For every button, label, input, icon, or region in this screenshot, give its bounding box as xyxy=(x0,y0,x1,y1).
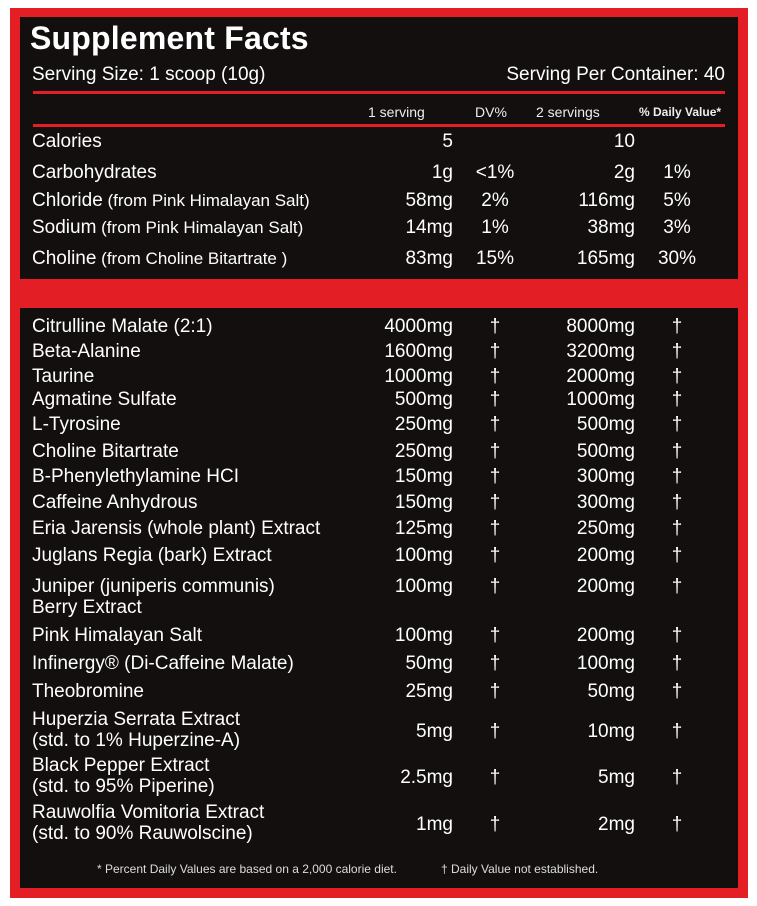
amount-two-servings: 1000mg xyxy=(566,389,635,410)
daily-value-two: † xyxy=(671,814,683,835)
amount-one-serving: 2.5mg xyxy=(400,767,453,788)
amount-two-servings: 2mg xyxy=(598,814,635,835)
daily-value-one: † xyxy=(489,814,501,835)
servings-per-container: Serving Per Container: 40 xyxy=(506,64,725,85)
daily-value-two: 5% xyxy=(663,190,691,211)
daily-value-two: † xyxy=(671,466,683,487)
daily-value-one: † xyxy=(489,492,501,513)
nutrient-name xyxy=(32,162,157,184)
daily-value-two: † xyxy=(671,316,683,337)
ingredient-name: Agmatine Sulfate xyxy=(32,389,177,410)
daily-value-one: † xyxy=(489,625,501,646)
amount-one-serving: 50mg xyxy=(405,653,453,674)
daily-value-one: † xyxy=(489,576,501,597)
amount-one-serving: 150mg xyxy=(394,466,453,487)
daily-value-one: † xyxy=(489,441,501,462)
daily-value-two: † xyxy=(671,625,683,646)
header-two-servings: 2 servings xyxy=(536,104,600,120)
ingredient-row xyxy=(0,681,757,705)
amount-two-servings: 10mg xyxy=(587,721,635,742)
daily-value-one: 2% xyxy=(481,190,509,211)
ingredient-row xyxy=(0,441,757,465)
nutrient-row xyxy=(0,248,757,272)
ingredient-row xyxy=(0,653,757,677)
daily-value-two: 30% xyxy=(657,248,697,269)
amount-two-servings: 8000mg xyxy=(566,316,635,337)
ingredient-row xyxy=(0,625,757,649)
ingredient-row xyxy=(0,492,757,516)
ingredient-name: Choline Bitartrate xyxy=(32,441,179,462)
ingredient-name: Juglans Regia (bark) Extract xyxy=(32,545,272,566)
ingredient-name: Caffeine Anhydrous xyxy=(32,492,198,513)
amount-two-servings: 10 xyxy=(613,131,635,152)
serving-size: Serving Size: 1 scoop (10g) xyxy=(32,64,266,85)
ingredient-name: Eria Jarensis (whole plant) Extract xyxy=(32,518,321,539)
amount-two-servings: 116mg xyxy=(578,190,635,211)
ingredient-name: Black Pepper Extract xyxy=(32,755,210,776)
daily-value-one: † xyxy=(489,653,501,674)
daily-value-two: † xyxy=(671,492,683,513)
ingredient-name: Citrulline Malate (2:1) xyxy=(32,316,213,337)
daily-value-one: † xyxy=(489,316,501,337)
ingredient-name-line2: (std. to 90% Rauwolscine) xyxy=(32,823,253,844)
amount-two-servings: 2g xyxy=(613,162,635,183)
daily-value-two: † xyxy=(671,721,683,742)
ingredient-name-line2: Berry Extract xyxy=(32,597,142,618)
daily-value-two: † xyxy=(671,767,683,788)
daily-value-two: † xyxy=(671,681,683,702)
nutrient-name xyxy=(32,217,303,239)
daily-value-one: † xyxy=(489,545,501,566)
daily-value-two: † xyxy=(671,576,683,597)
daily-value-two: † xyxy=(671,441,683,462)
amount-one-serving: 250mg xyxy=(394,414,453,435)
daily-value-one: † xyxy=(489,721,501,742)
nutrient-name-main: Sodium xyxy=(32,217,97,238)
amount-two-servings: 250mg xyxy=(576,518,635,539)
daily-value-two: † xyxy=(671,518,683,539)
nutrient-row xyxy=(0,162,757,186)
ingredient-row xyxy=(0,709,757,755)
daily-value-one: † xyxy=(489,414,501,435)
amount-one-serving: 14mg xyxy=(405,217,453,238)
nutrient-name xyxy=(32,131,102,153)
amount-one-serving: 1mg xyxy=(416,814,453,835)
nutrient-source: (from Choline Bitartrate ) xyxy=(96,249,288,268)
nutrient-name xyxy=(32,248,287,270)
daily-value-two: † xyxy=(671,341,683,362)
ingredient-row xyxy=(0,316,757,340)
ingredient-row xyxy=(0,341,757,365)
header-dv: DV% xyxy=(475,104,507,120)
amount-one-serving: 1g xyxy=(431,162,453,183)
ingredient-name-line2: (std. to 1% Huperzine-A) xyxy=(32,730,241,751)
daily-value-one: † xyxy=(489,681,501,702)
amount-two-servings: 200mg xyxy=(576,625,635,646)
ingredient-name: L-Tyrosine xyxy=(32,414,121,435)
ingredient-name: Theobromine xyxy=(32,681,144,702)
nutrient-name-main: Choline xyxy=(32,248,97,269)
daily-value-one: † xyxy=(489,389,501,410)
daily-value-two: 1% xyxy=(663,162,691,183)
ingredient-row xyxy=(0,518,757,542)
ingredient-name: Taurine xyxy=(32,366,95,387)
amount-one-serving: 100mg xyxy=(394,625,453,646)
header-one-serving: 1 serving xyxy=(368,104,425,120)
amount-two-servings: 2000mg xyxy=(566,366,635,387)
daily-value-two: † xyxy=(671,366,683,387)
amount-one-serving: 125mg xyxy=(394,518,453,539)
ingredient-name: Beta-Alanine xyxy=(32,341,141,362)
amount-one-serving: 150mg xyxy=(394,492,453,513)
amount-one-serving: 1600mg xyxy=(384,341,453,362)
amount-one-serving: 58mg xyxy=(405,190,453,211)
ingredient-name: Juniper (juniperis communis) xyxy=(32,576,275,597)
header-daily-value: % Daily Value* xyxy=(639,105,722,119)
daily-value-one: † xyxy=(489,366,501,387)
ingredient-row xyxy=(0,366,757,390)
column-divider xyxy=(33,124,725,127)
daily-value-two: † xyxy=(671,389,683,410)
daily-value-one: † xyxy=(489,466,501,487)
label-title: Supplement Facts xyxy=(30,20,309,56)
amount-one-serving: 5 xyxy=(442,131,453,152)
amount-two-servings: 500mg xyxy=(576,414,635,435)
daily-value-two: † xyxy=(671,414,683,435)
daily-value-one: † xyxy=(489,518,501,539)
amount-two-servings: 500mg xyxy=(576,441,635,462)
amount-two-servings: 300mg xyxy=(576,466,635,487)
nutrient-row xyxy=(0,131,757,155)
header-divider xyxy=(33,91,725,94)
amount-one-serving: 83mg xyxy=(405,248,453,269)
amount-two-servings: 200mg xyxy=(576,576,635,597)
amount-two-servings: 3200mg xyxy=(566,341,635,362)
amount-one-serving: 250mg xyxy=(394,441,453,462)
ingredient-name: B-Phenylethylamine HCI xyxy=(32,466,239,487)
amount-two-servings: 50mg xyxy=(587,681,635,702)
daily-value-one: † xyxy=(489,767,501,788)
nutrient-source: (from Pink Himalayan Salt) xyxy=(96,218,304,237)
nutrient-name-main: Calories xyxy=(32,131,102,152)
ingredient-name: Infinergy® (Di-Caffeine Malate) xyxy=(32,653,294,674)
ingredient-row xyxy=(0,545,757,569)
amount-two-servings: 38mg xyxy=(587,217,635,238)
nutrient-name-main: Carbohydrates xyxy=(32,162,157,183)
ingredient-row xyxy=(0,755,757,801)
nutrient-row xyxy=(0,217,757,241)
amount-two-servings: 200mg xyxy=(576,545,635,566)
amount-two-servings: 165mg xyxy=(576,248,635,269)
daily-value-one: 15% xyxy=(475,248,515,269)
amount-one-serving: 1000mg xyxy=(384,366,453,387)
nutrient-source: (from Pink Himalayan Salt) xyxy=(102,191,310,210)
amount-one-serving: 500mg xyxy=(394,389,453,410)
ingredient-name: Pink Himalayan Salt xyxy=(32,625,203,646)
amount-one-serving: 5mg xyxy=(416,721,453,742)
amount-two-servings: 100mg xyxy=(576,653,635,674)
ingredient-row xyxy=(0,802,757,848)
footnote-not-established: † Daily Value not established. xyxy=(441,862,599,876)
amount-two-servings: 5mg xyxy=(598,767,635,788)
daily-value-two: † xyxy=(671,653,683,674)
nutrient-name-main: Chloride xyxy=(32,190,103,211)
daily-value-one: † xyxy=(489,341,501,362)
daily-value-one: 1% xyxy=(481,217,509,238)
ingredient-name-line2: (std. to 95% Piperine) xyxy=(32,776,215,797)
ingredient-name: Rauwolfia Vomitoria Extract xyxy=(32,802,265,823)
amount-one-serving: 25mg xyxy=(405,681,453,702)
ingredient-row xyxy=(0,414,757,438)
daily-value-one: <1% xyxy=(475,162,515,183)
nutrient-name xyxy=(32,190,310,212)
daily-value-two: 3% xyxy=(663,217,691,238)
amount-two-servings: 300mg xyxy=(576,492,635,513)
amount-one-serving: 4000mg xyxy=(384,316,453,337)
ingredient-row xyxy=(0,576,757,622)
ingredient-name: Huperzia Serrata Extract xyxy=(32,709,241,730)
daily-value-two: † xyxy=(671,545,683,566)
ingredient-row xyxy=(0,389,757,413)
ingredient-row xyxy=(0,466,757,490)
amount-one-serving: 100mg xyxy=(394,545,453,566)
amount-one-serving: 100mg xyxy=(394,576,453,597)
nutrient-row xyxy=(0,190,757,214)
footnote-daily-values: * Percent Daily Values are based on a 2,000 calorie diet. xyxy=(97,862,397,876)
